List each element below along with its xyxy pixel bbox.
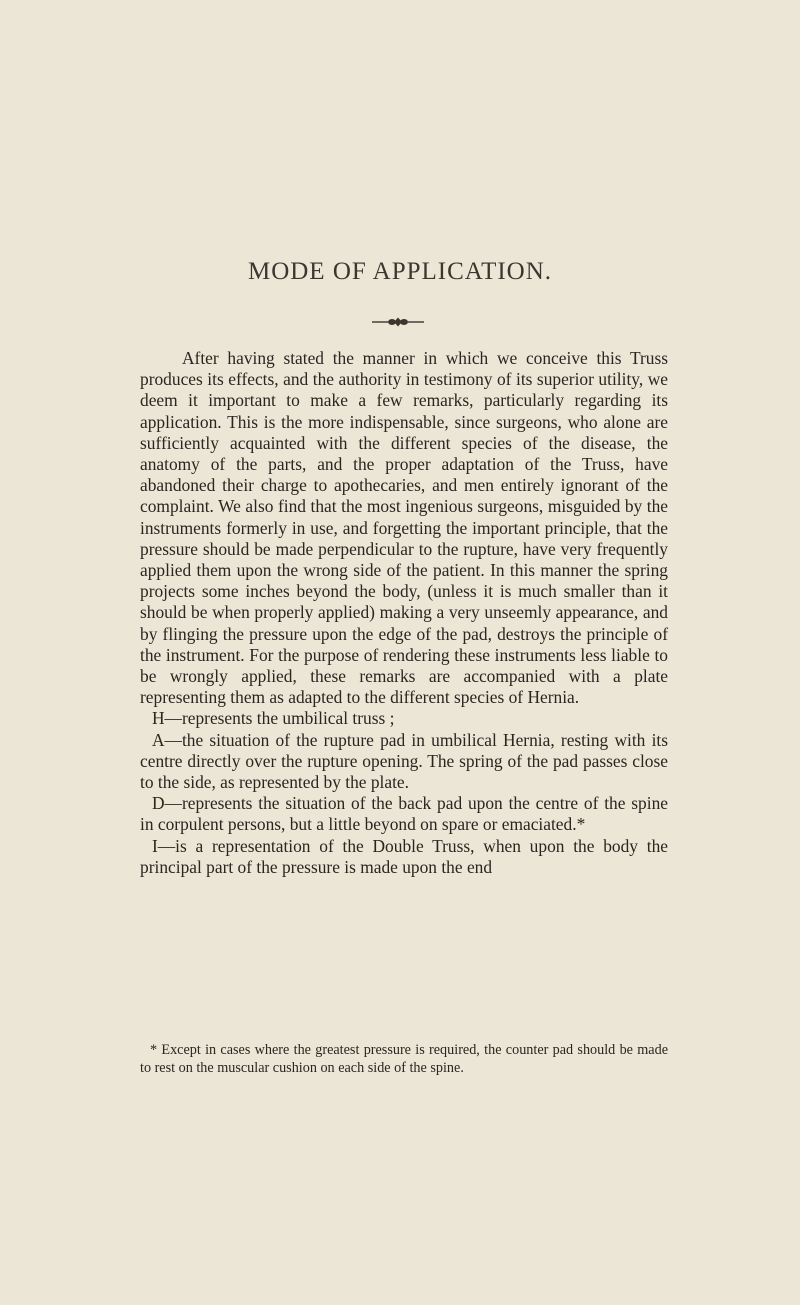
body-text <box>140 348 668 878</box>
rule-ornament-icon <box>372 316 424 328</box>
paragraph-a: A—the situation of the rupture pad in umbilical Hernia, resting with its centre directly over the rupture opening. The spring of the pad passes close to the side, as represented by the plate. <box>140 729 668 793</box>
paragraph-h: H—represents the umbilical truss ; <box>152 708 395 729</box>
paragraph-d: D—represents the situation of the back pad upon the centre of the spine in corpulent persons, but a little beyond on spare or emaciated.* <box>140 793 668 835</box>
footnote-text: * Except in cases where the greatest pressure is required, the counter pad should be made to rest on the muscular cushion on each side of the spine. <box>140 1042 668 1076</box>
paragraph-intro: After having stated the manner in which we conceive this Truss produces its effects, and the authority in testimony of its superior utility, we deem it important to make a few remarks, particularly regarding its application. This is the more indispensable, since surgeons, who alone are sufficiently acquainted with the different species of the disease, the anatomy of the parts, and the proper adaptation of the Truss, have abandoned their charge to apothecaries, and men entirely ignorant of the complaint. We also find that the most ingenious surgeons, misguided by the instruments formerly in use, and forgetting the important principle, that the pressure should be made perpendicular to the rupture, have very frequently applied them upon the wrong side of the patient. In this manner the spring projects some inches beyond the body, (unless it is much smaller than it should be when properly applied) making a very unseemly appearance, and by flinging the pressure upon the edge of the pad, destroys the principle of the instrument. For the purpose of rendering these instruments less liable to be wrongly applied, these remarks are accompanied with a plate representing them as adapted to the different species of Hernia. <box>140 348 668 708</box>
footnote <box>140 1042 668 1077</box>
page-title: MODE OF APPLICATION. <box>247 258 553 285</box>
paragraph-i: I—is a representation of the Double Truss, when upon the body the principal part of the pressure is made upon the end <box>140 835 668 877</box>
